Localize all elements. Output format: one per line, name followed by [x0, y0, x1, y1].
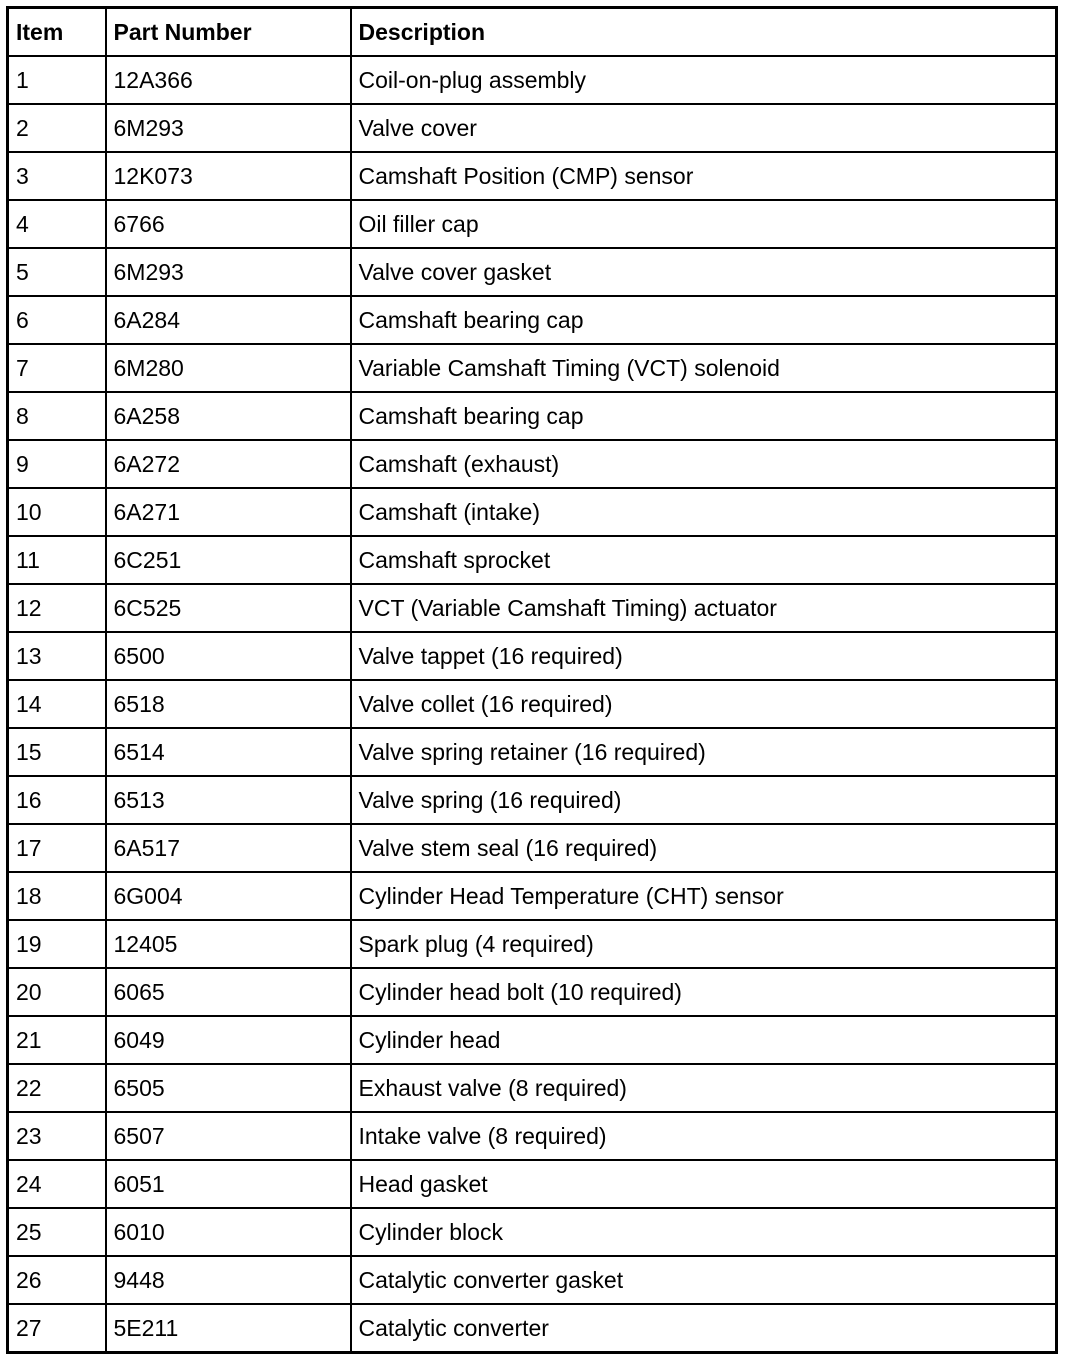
- table-row: [8, 1112, 1057, 1160]
- cell-item: 27: [8, 1304, 106, 1353]
- cell-item: 22: [8, 1064, 106, 1112]
- cell-description: Cylinder block: [351, 1208, 1057, 1256]
- cell-description: Camshaft sprocket: [351, 536, 1057, 584]
- table-row: [8, 1064, 1057, 1112]
- cell-description: Intake valve (8 required): [351, 1112, 1057, 1160]
- table-row: [8, 1016, 1057, 1064]
- table-row: [8, 1256, 1057, 1304]
- cell-description: Valve tappet (16 required): [351, 632, 1057, 680]
- cell-item: 16: [8, 776, 106, 824]
- cell-part-number: 6051: [106, 1160, 351, 1208]
- cell-item: 1: [8, 56, 106, 104]
- cell-part-number: 6010: [106, 1208, 351, 1256]
- cell-item: 13: [8, 632, 106, 680]
- table-row: [8, 296, 1057, 344]
- cell-part-number: 6C525: [106, 584, 351, 632]
- table-row: [8, 248, 1057, 296]
- cell-item: 3: [8, 152, 106, 200]
- cell-description: Cylinder head: [351, 1016, 1057, 1064]
- cell-description: Coil-on-plug assembly: [351, 56, 1057, 104]
- table-row: [8, 968, 1057, 1016]
- cell-part-number: 6A258: [106, 392, 351, 440]
- table-row: [8, 1208, 1057, 1256]
- table-row: [8, 776, 1057, 824]
- cell-description: Camshaft (exhaust): [351, 440, 1057, 488]
- cell-description: Camshaft (intake): [351, 488, 1057, 536]
- cell-item: 6: [8, 296, 106, 344]
- cell-part-number: 6M293: [106, 104, 351, 152]
- cell-description: Valve cover: [351, 104, 1057, 152]
- cell-description: Catalytic converter gasket: [351, 1256, 1057, 1304]
- cell-part-number: 6514: [106, 728, 351, 776]
- cell-part-number: 6M293: [106, 248, 351, 296]
- table-row: [8, 728, 1057, 776]
- cell-description: Cylinder head bolt (10 required): [351, 968, 1057, 1016]
- cell-part-number: 6G004: [106, 872, 351, 920]
- cell-part-number: 6A271: [106, 488, 351, 536]
- cell-item: 5: [8, 248, 106, 296]
- cell-item: 20: [8, 968, 106, 1016]
- cell-description: Head gasket: [351, 1160, 1057, 1208]
- cell-item: 9: [8, 440, 106, 488]
- cell-item: 8: [8, 392, 106, 440]
- cell-part-number: 12A366: [106, 56, 351, 104]
- table-row: [8, 1304, 1057, 1353]
- cell-item: 7: [8, 344, 106, 392]
- cell-item: 15: [8, 728, 106, 776]
- table-row: [8, 440, 1057, 488]
- cell-item: 21: [8, 1016, 106, 1064]
- cell-item: 10: [8, 488, 106, 536]
- cell-part-number: 9448: [106, 1256, 351, 1304]
- header-row: [8, 8, 1057, 57]
- header-item: Item: [8, 8, 106, 57]
- table-row: [8, 344, 1057, 392]
- cell-description: Oil filler cap: [351, 200, 1057, 248]
- table-row: [8, 872, 1057, 920]
- cell-part-number: 6M280: [106, 344, 351, 392]
- cell-part-number: 6518: [106, 680, 351, 728]
- cell-part-number: 6065: [106, 968, 351, 1016]
- cell-item: 4: [8, 200, 106, 248]
- cell-part-number: 6049: [106, 1016, 351, 1064]
- cell-item: 26: [8, 1256, 106, 1304]
- cell-description: Valve spring (16 required): [351, 776, 1057, 824]
- cell-part-number: 6513: [106, 776, 351, 824]
- cell-part-number: 12K073: [106, 152, 351, 200]
- table-row: [8, 584, 1057, 632]
- cell-part-number: 6A517: [106, 824, 351, 872]
- table-row: [8, 56, 1057, 104]
- cell-part-number: 12405: [106, 920, 351, 968]
- cell-description: Camshaft bearing cap: [351, 296, 1057, 344]
- cell-item: 23: [8, 1112, 106, 1160]
- cell-description: Camshaft bearing cap: [351, 392, 1057, 440]
- cell-part-number: 6507: [106, 1112, 351, 1160]
- cell-description: Cylinder Head Temperature (CHT) sensor: [351, 872, 1057, 920]
- cell-description: Spark plug (4 required): [351, 920, 1057, 968]
- cell-description: Camshaft Position (CMP) sensor: [351, 152, 1057, 200]
- table-row: [8, 680, 1057, 728]
- cell-description: Valve stem seal (16 required): [351, 824, 1057, 872]
- table-row: [8, 824, 1057, 872]
- table-row: [8, 392, 1057, 440]
- table-row: [8, 488, 1057, 536]
- cell-part-number: 6C251: [106, 536, 351, 584]
- cell-part-number: 6A272: [106, 440, 351, 488]
- cell-part-number: 5E211: [106, 1304, 351, 1353]
- cell-item: 12: [8, 584, 106, 632]
- cell-item: 19: [8, 920, 106, 968]
- cell-part-number: 6766: [106, 200, 351, 248]
- table-row: [8, 1160, 1057, 1208]
- table-row: [8, 200, 1057, 248]
- cell-item: 18: [8, 872, 106, 920]
- cell-item: 2: [8, 104, 106, 152]
- cell-description: Valve collet (16 required): [351, 680, 1057, 728]
- table-row: [8, 104, 1057, 152]
- cell-description: Exhaust valve (8 required): [351, 1064, 1057, 1112]
- table-row: [8, 632, 1057, 680]
- table-row: [8, 920, 1057, 968]
- cell-item: 11: [8, 536, 106, 584]
- cell-part-number: 6500: [106, 632, 351, 680]
- cell-description: VCT (Variable Camshaft Timing) actuator: [351, 584, 1057, 632]
- table-row: [8, 536, 1057, 584]
- cell-part-number: 6505: [106, 1064, 351, 1112]
- table-row: [8, 152, 1057, 200]
- header-description: Description: [351, 8, 1057, 57]
- cell-item: 24: [8, 1160, 106, 1208]
- cell-description: Valve cover gasket: [351, 248, 1057, 296]
- parts-table: [6, 6, 1058, 1354]
- cell-item: 17: [8, 824, 106, 872]
- table-body: [8, 56, 1057, 1353]
- cell-description: Catalytic converter: [351, 1304, 1057, 1353]
- cell-item: 25: [8, 1208, 106, 1256]
- cell-description: Variable Camshaft Timing (VCT) solenoid: [351, 344, 1057, 392]
- header-part-number: Part Number: [106, 8, 351, 57]
- cell-description: Valve spring retainer (16 required): [351, 728, 1057, 776]
- cell-part-number: 6A284: [106, 296, 351, 344]
- cell-item: 14: [8, 680, 106, 728]
